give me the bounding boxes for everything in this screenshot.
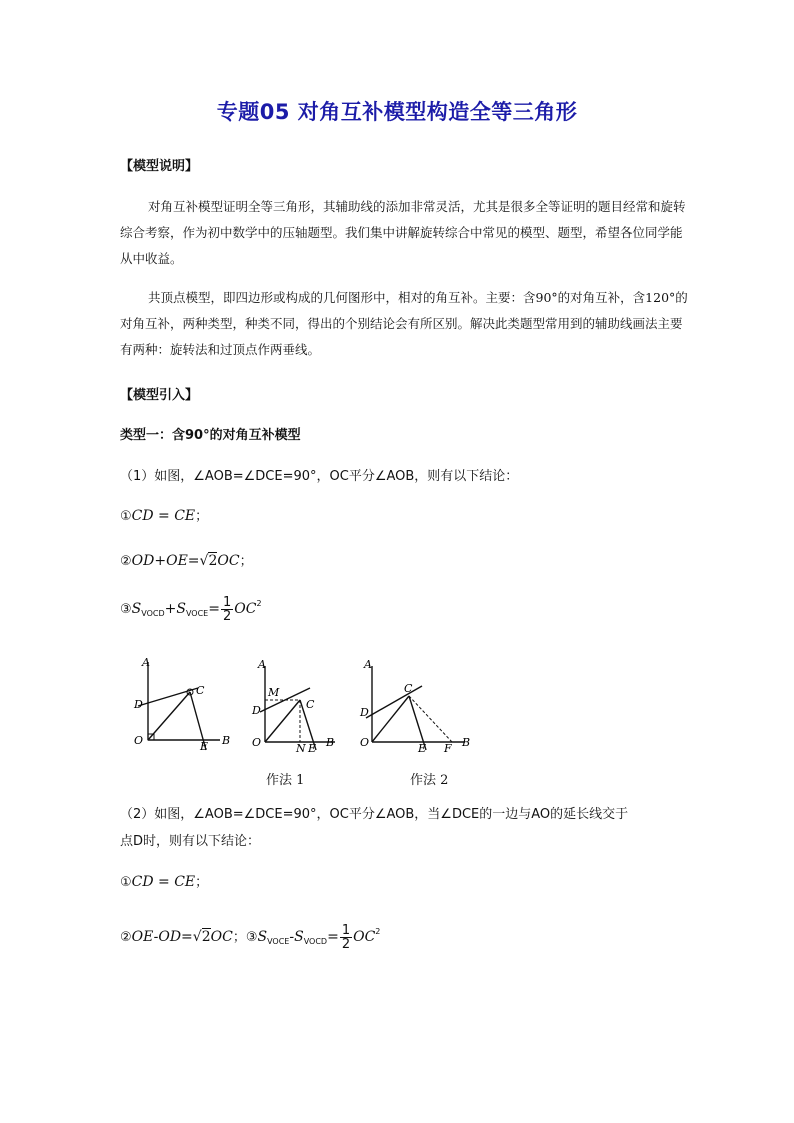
label-E: E [308,742,317,755]
sqrt-sign: √ [192,929,202,945]
equals-sign: = [208,601,220,617]
plus-sign: +S [164,601,186,617]
label-O: O [252,736,262,749]
conclusion-5-6 [120,924,380,951]
conclusion-end: ； [195,875,209,890]
equals-sign: = [327,929,339,945]
conclusion-end: ； [232,930,246,945]
conclusion-marker: ① [120,875,132,890]
conclusion-rhs: OC [234,601,257,617]
figure-2 [251,658,335,755]
label-A: A [364,658,372,671]
label-O: O [134,734,144,747]
sqrt-radicand: 2 [208,553,218,569]
conclusion-rhs: OC [210,929,233,945]
label-B: B [326,736,335,749]
label-N: N [296,742,306,755]
conclusion-end: ； [239,554,253,569]
conclusion-1 [120,505,208,524]
label-F: F [444,742,452,755]
conclusion-end: ； [195,509,209,524]
label-D: D [252,704,261,717]
fraction-one-half [340,924,352,951]
paragraph-intro: 对角互补模型证明全等三角形，其辅助线的添加非常灵活，尤其是很多全等证明的题目经常和旋转综合考察，作为初中数学中的压轴题型。我们集中讲解旋转综合中常见的模型、题型，希望各位同学能从中收益。 [120,199,686,266]
conclusion-marker: ③ [245,930,258,945]
label-O: O [360,736,370,749]
paragraph-vertex-model: 共顶点模型，即四边形或构成的几何图形中，相对的角互补。主要：含90°的对角互补，含120°的对角互补，两种类型，种类不同，得出的个别结论会有所区别。解决此类题型常用到的辅助线画法主要有两种：旋转法和过顶点作两垂线。 [120,290,688,357]
fraction-denominator: 2 [341,937,351,952]
sqrt-radicand: 2 [201,929,211,945]
conclusion-expression: CD = CE [131,508,196,524]
label-M: M [268,686,280,699]
exponent: 2 [375,927,381,936]
label-D: D [134,698,143,711]
conclusion-2 [120,550,253,569]
label-E: E [418,742,427,755]
conclusion-expression: CD = CE [131,874,196,890]
conclusion-lhs: OE-OD= [131,929,193,945]
conclusion-marker: ② [120,554,132,569]
page-title: 专题05 对角互补模型构造全等三角形 [216,100,578,124]
fraction-numerator: 1 [341,923,351,938]
question-2-line-2: 点D时，则有以下结论： [120,834,261,849]
conclusion-marker: ② [120,930,132,945]
question-1-text: （1）如图，∠AOB=∠DCE=90°，OC平分∠AOB，则有以下结论： [120,469,519,484]
label-B: B [222,734,231,747]
sqrt-sign: √ [199,553,209,569]
conclusion-marker: ① [120,509,132,524]
figure-3 [359,658,470,755]
label-A: A [258,658,266,671]
fraction-numerator: 1 [222,595,232,610]
area-subscript-1: VOCD [141,609,165,618]
question-2-line-1: （2）如图，∠AOB=∠DCE=90°，OC平分∠AOB，当∠DCE的一边与AO的延长线交于 [120,807,629,822]
label-C: C [196,684,205,697]
label-D: D [360,706,369,719]
conclusion-3 [120,596,262,623]
label-B: B [462,736,471,749]
conclusion-marker: ③ [120,602,132,617]
area-symbol: S [257,929,268,945]
label-E: E [200,740,209,753]
conclusion-rhs: OC [353,929,376,945]
exponent: 2 [256,599,262,608]
fraction-denominator: 2 [222,609,232,624]
label-C: C [306,698,315,711]
section-heading-model-intro: 【模型引入】 [120,388,199,403]
geometry-figures [120,650,500,760]
area-symbol: S [131,601,142,617]
caption-method-2: 作法 2 [410,773,449,788]
conclusion-4 [120,871,208,890]
minus-sign: -S [289,929,304,945]
label-A: A [142,656,150,669]
conclusion-rhs: OC [217,553,240,569]
fraction-one-half [221,596,233,623]
area-subscript-1: VOCE [267,937,290,946]
figure-1 [133,656,230,753]
area-subscript-2: VOCD [303,937,328,946]
section-heading-model-description: 【模型说明】 [120,159,199,174]
caption-method-1: 作法 1 [266,773,305,788]
area-subscript-2: VOCE [185,609,209,618]
label-C: C [404,682,413,695]
conclusion-lhs: OD+OE= [131,553,200,569]
type1-title: 类型一：含90°的对角互补模型 [120,428,301,443]
